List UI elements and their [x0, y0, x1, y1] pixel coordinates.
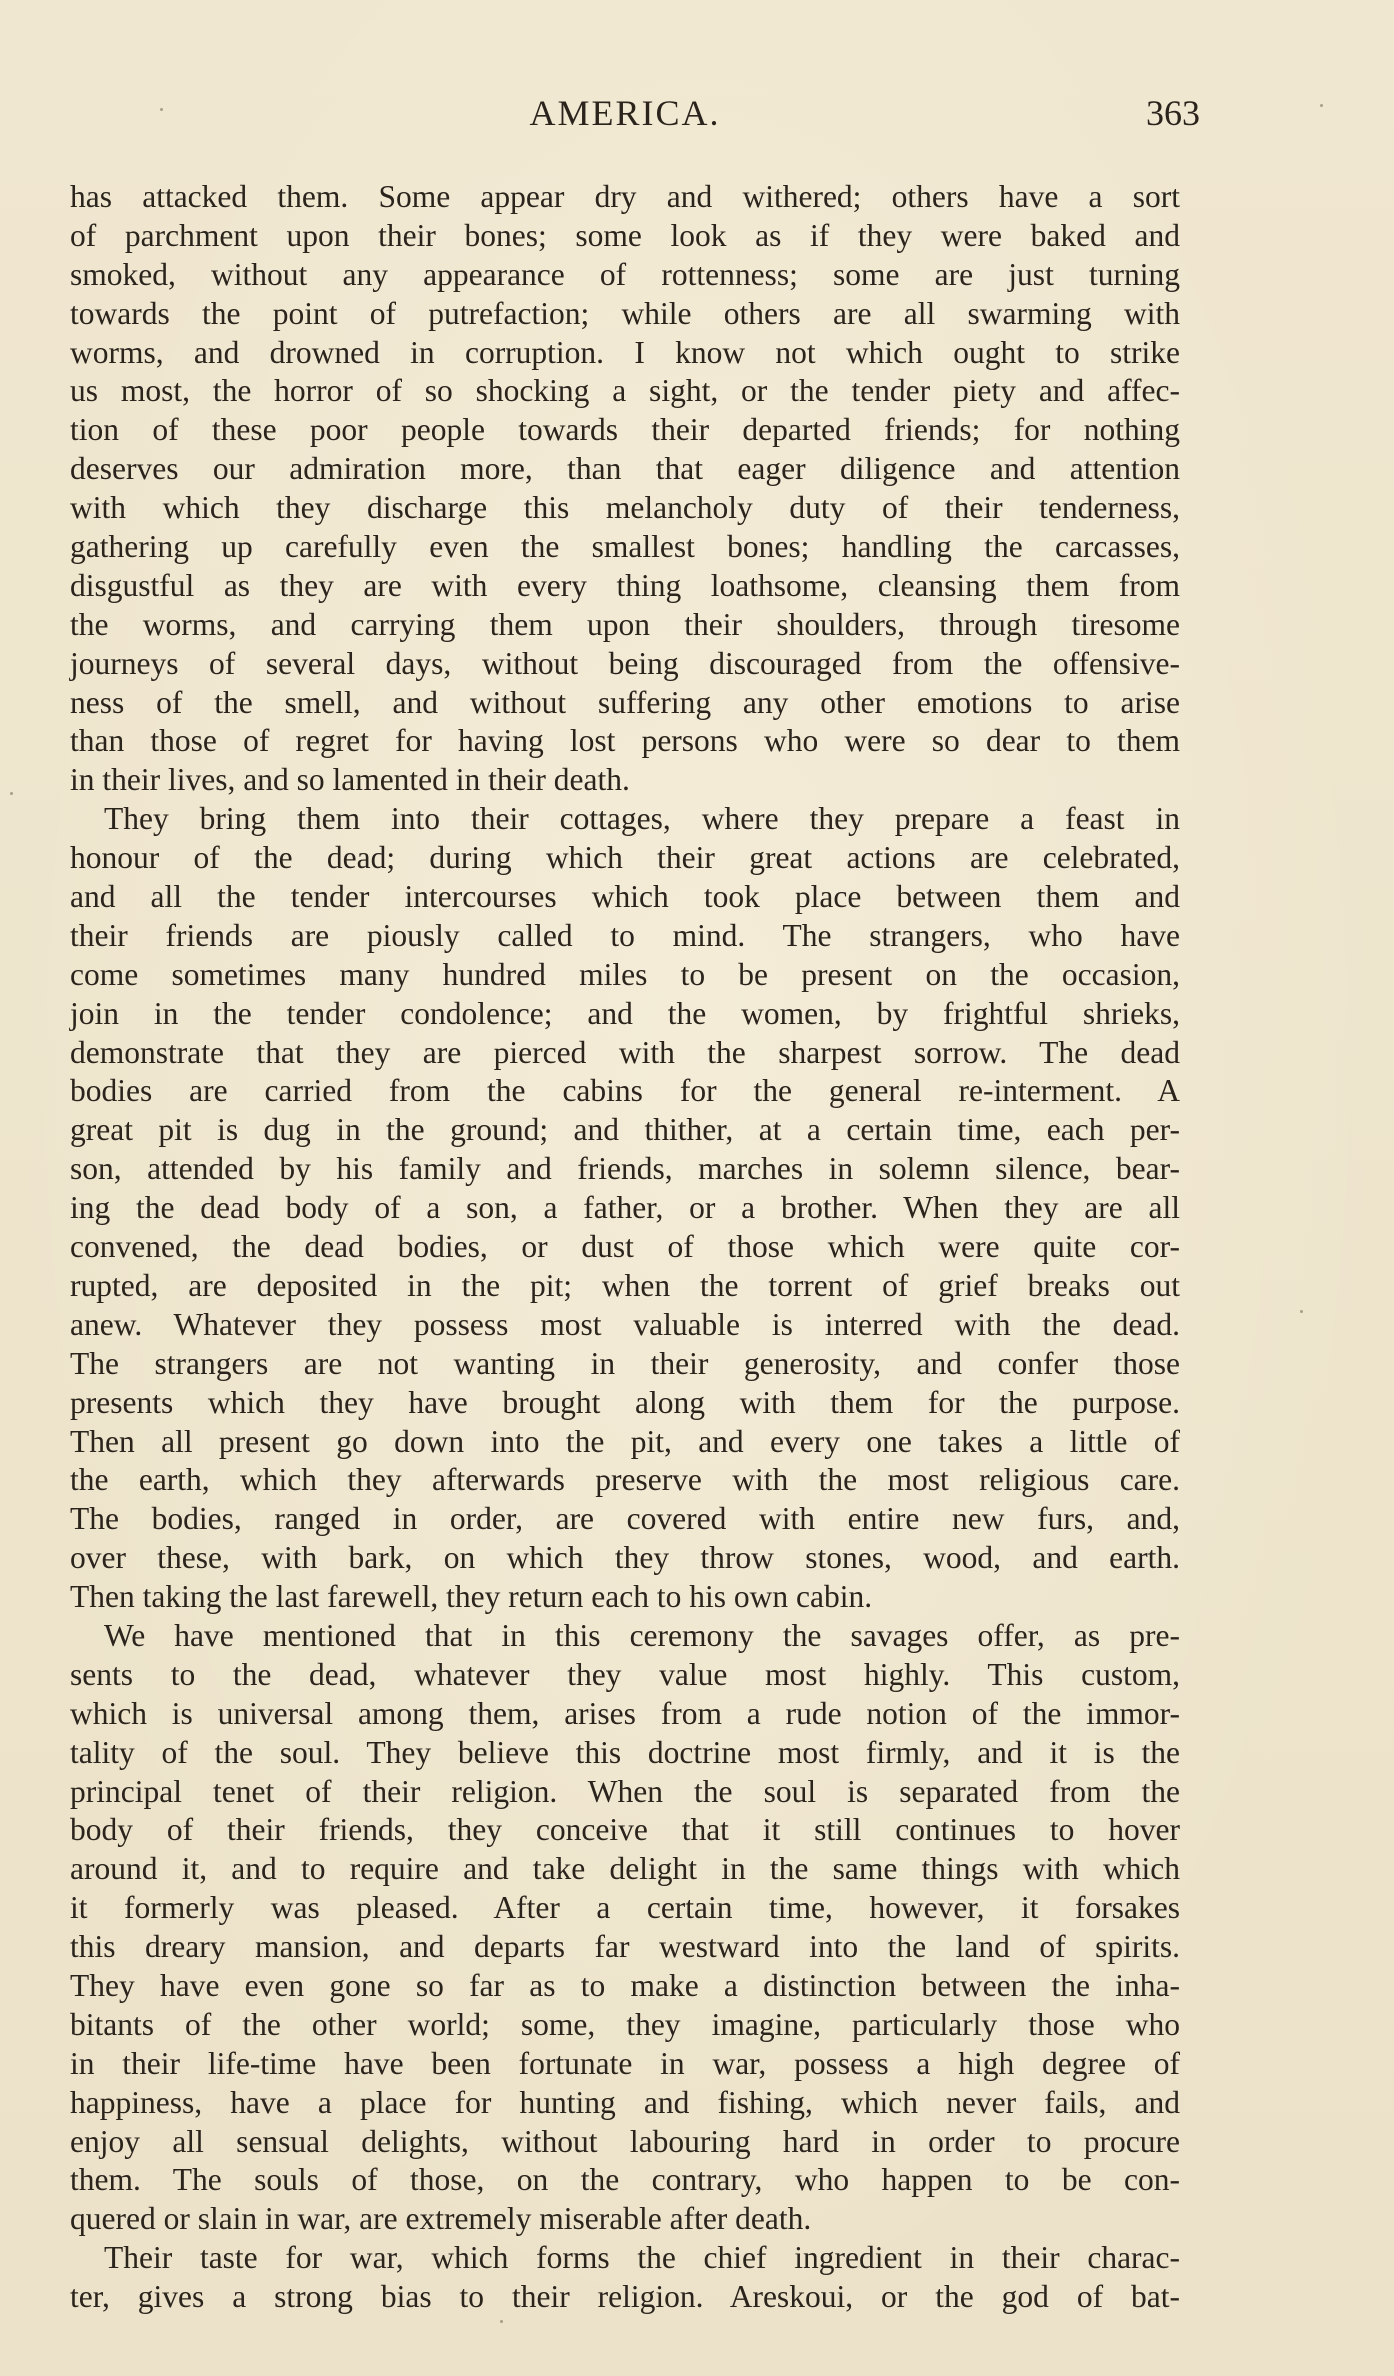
paper-speck — [500, 2320, 503, 2323]
text-line: with which they discharge this melancholy duty of their tenderness, — [70, 490, 1180, 526]
text-line: come sometimes many hundred miles to be present on the occasion, — [70, 956, 1180, 992]
text-line: and all the tender intercourses which took place between them and — [70, 879, 1180, 915]
text-line: disgustful as they are with every thing loathsome, cleansing them from — [70, 567, 1180, 603]
paper-speck — [1300, 1310, 1303, 1313]
text-line: join in the tender condolence; and the women, by frightful shrieks, — [70, 995, 1180, 1031]
text-line: The strangers are not wanting in their generosity, and confer those — [70, 1345, 1180, 1381]
text-line: demonstrate that they are pierced with the sharpest sorrow. The dead — [70, 1034, 1180, 1070]
text-line: them. The souls of those, on the contrary, who happen to be con- — [70, 2162, 1180, 2198]
page-header — [70, 92, 1200, 133]
text-line: of parchment upon their bones; some look as if they were baked and — [70, 217, 1180, 253]
text-line: convened, the dead bodies, or dust of those which were quite cor- — [70, 1229, 1180, 1265]
running-title: AMERICA. — [529, 93, 721, 133]
text-line: gathering up carefully even the smallest bones; handling the carcasses, — [70, 529, 1180, 565]
text-line: The bodies, ranged in order, are covered with entire new furs, and, — [70, 1501, 1180, 1537]
text-line: honour of the dead; during which their great actions are celebrated, — [70, 840, 1180, 876]
text-line: anew. Whatever they possess most valuable is interred with the dead. — [70, 1306, 1180, 1342]
body-text — [70, 178, 1180, 2317]
page-number: 363 — [1146, 93, 1200, 133]
text-line: Their taste for war, which forms the chief ingredient in their charac- — [104, 2240, 1180, 2276]
text-line: over these, with bark, on which they throw stones, wood, and earth. — [70, 1540, 1180, 1576]
text-line: than those of regret for having lost persons who were so dear to them — [70, 723, 1180, 759]
text-line: bodies are carried from the cabins for the general re-interment. A — [70, 1073, 1180, 1109]
text-line: worms, and drowned in corruption. I know not which ought to strike — [70, 334, 1180, 370]
text-line: towards the point of putrefaction; while others are all swarming with — [70, 295, 1180, 331]
text-line: it formerly was pleased. After a certain time, however, it forsakes — [70, 1890, 1180, 1926]
text-line: principal tenet of their religion. When the soul is separated from the — [70, 1773, 1180, 1809]
text-line: in their life-time have been fortunate in war, possess a high degree of — [70, 2045, 1180, 2081]
text-line: journeys of several days, without being discouraged from the offensive- — [70, 645, 1180, 681]
text-line: great pit is dug in the ground; and thither, at a certain time, each per- — [70, 1112, 1180, 1148]
text-line: the earth, which they afterwards preserve with the most religious care. — [70, 1462, 1180, 1498]
text-line: bitants of the other world; some, they imagine, particularly those who — [70, 2006, 1180, 2042]
text-line: their friends are piously called to mind. The strangers, who have — [70, 917, 1180, 953]
text-line: in their lives, and so lamented in their death. — [70, 762, 630, 798]
text-line: ness of the smell, and without suffering any other emotions to arise — [70, 684, 1180, 720]
text-line: sents to the dead, whatever they value most highly. This custom, — [70, 1656, 1180, 1692]
text-line: quered or slain in war, are extremely miserable after death. — [70, 2201, 812, 2237]
text-line: around it, and to require and take delight in the same things with which — [70, 1851, 1180, 1887]
text-line: tion of these poor people towards their departed friends; for nothing — [70, 412, 1180, 448]
text-line: ing the dead body of a son, a father, or a brother. When they are all — [70, 1190, 1180, 1226]
text-line: enjoy all sensual delights, without labouring hard in order to procure — [70, 2123, 1180, 2159]
text-line: happiness, have a place for hunting and fishing, which never fails, and — [70, 2084, 1180, 2120]
text-line: body of their friends, they conceive that it still continues to hover — [70, 1812, 1180, 1848]
text-line: They have even gone so far as to make a distinction between the inha- — [70, 1967, 1180, 2003]
text-line: presents which they have brought along with them for the purpose. — [70, 1384, 1180, 1420]
paper-speck — [1320, 104, 1323, 107]
text-line: Then all present go down into the pit, and every one takes a little of — [70, 1423, 1180, 1459]
paper-speck — [10, 792, 13, 795]
text-line: They bring them into their cottages, where they prepare a feast in — [104, 801, 1180, 837]
text-line: tality of the soul. They believe this doctrine most firmly, and it is the — [70, 1734, 1180, 1770]
text-line: Then taking the last farewell, they return each to his own cabin. — [70, 1579, 873, 1615]
text-line: We have mentioned that in this ceremony the savages offer, as pre- — [104, 1617, 1180, 1653]
text-line: deserves our admiration more, than that eager diligence and attention — [70, 451, 1180, 487]
paper-speck — [160, 108, 163, 111]
text-line: which is universal among them, arises from a rude notion of the immor- — [70, 1695, 1180, 1731]
text-line: has attacked them. Some appear dry and withered; others have a sort — [70, 179, 1180, 214]
text-line: us most, the horror of so shocking a sight, or the tender piety and affec- — [70, 373, 1180, 409]
text-line: the worms, and carrying them upon their shoulders, through tiresome — [70, 606, 1180, 642]
text-line: smoked, without any appearance of rottenness; some are just turning — [70, 256, 1180, 292]
text-line: ter, gives a strong bias to their religion. Areskoui, or the god of bat- — [70, 2279, 1180, 2315]
text-line: rupted, are deposited in the pit; when the torrent of grief breaks out — [70, 1267, 1180, 1303]
text-line: son, attended by his family and friends, marches in solemn silence, bear- — [70, 1151, 1180, 1187]
text-line: this dreary mansion, and departs far westward into the land of spirits. — [70, 1929, 1180, 1965]
